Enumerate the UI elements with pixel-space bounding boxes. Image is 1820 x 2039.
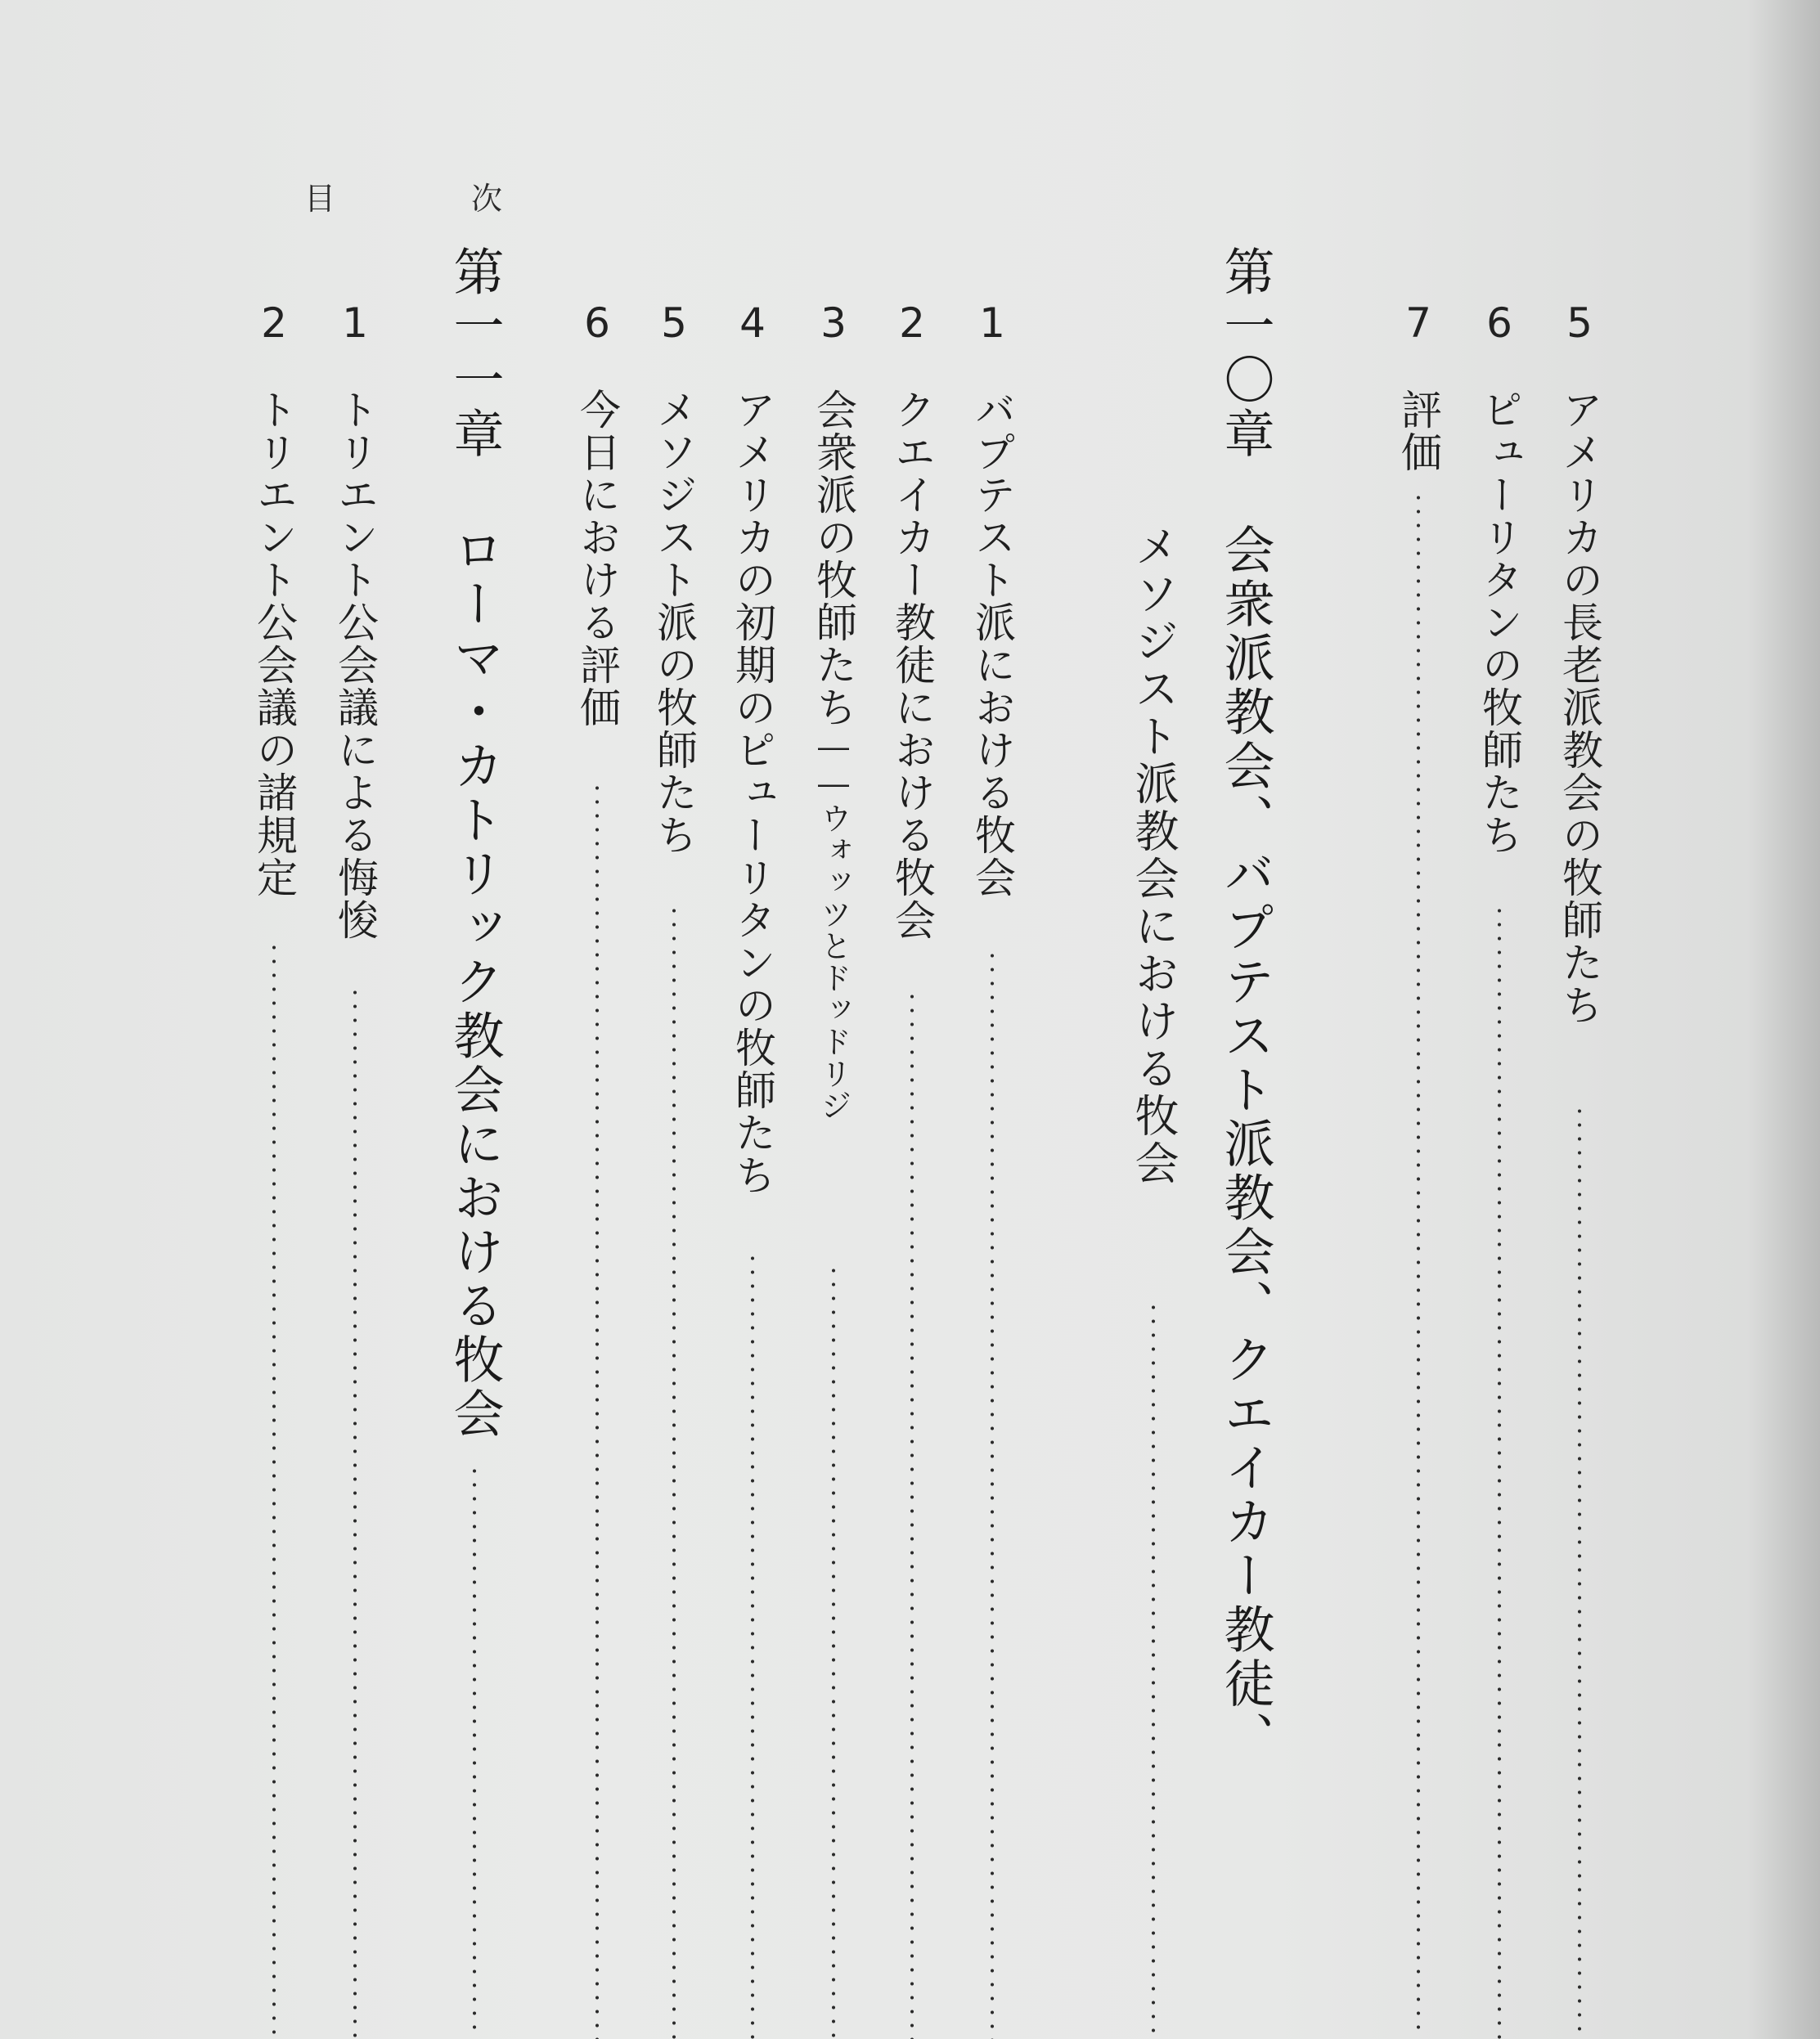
chapter-title: 会衆派教会、バプテスト派教会、クエイカー教徒、	[1216, 523, 1275, 1765]
section-title: メソジスト派の牧師たち	[650, 388, 698, 856]
leader-dots	[473, 1464, 476, 2039]
section-title: ピューリタンの牧師たち	[1476, 388, 1523, 856]
section-number: 4	[739, 299, 766, 347]
leader-dots	[1498, 904, 1501, 2039]
leader-dots	[832, 1264, 835, 2039]
section-title	[810, 388, 857, 1121]
leader-dots	[991, 949, 994, 2039]
section-title: アメリカの長老派教会の牧師たち	[1556, 388, 1603, 1026]
chapter-label: 第一〇章	[1216, 245, 1275, 461]
chapter-label: 第一一章	[445, 245, 505, 461]
section-title: トリエント公会議による悔悛	[331, 388, 379, 941]
section-title: トリエント公会議の諸規定	[250, 388, 298, 899]
section-number: 2	[899, 299, 925, 347]
section-number: 1	[342, 299, 368, 347]
section-number: 5	[1566, 299, 1593, 347]
chapter-title-line2: メソジスト派教会における牧会	[1128, 523, 1180, 1188]
leader-dots	[1417, 491, 1420, 2039]
leader-dots	[1578, 1104, 1581, 2039]
section-title: 評価	[1395, 388, 1442, 474]
leader-dots	[272, 941, 276, 2039]
section-title: 今日における評価	[573, 388, 621, 729]
section-main-title: 会衆派の牧師たち	[810, 388, 857, 729]
section-title: クエイカー教徒における牧会	[888, 388, 936, 941]
leader-dots	[751, 1251, 754, 2039]
chapter-title: ローマ・カトリック教会における牧会	[445, 523, 505, 1441]
leader-dots	[595, 781, 599, 2039]
leader-dots	[353, 986, 357, 2039]
section-number: 3	[820, 299, 847, 347]
section-number: 2	[261, 299, 287, 347]
section-number: 5	[661, 299, 687, 347]
section-title: バプテスト派における牧会	[968, 388, 1016, 899]
leader-dots	[1152, 1300, 1155, 2039]
section-number: 6	[1486, 299, 1512, 347]
leader-dots	[910, 990, 914, 2039]
leader-dots	[672, 904, 676, 2039]
page-header: 目 次	[304, 181, 555, 217]
section-title: アメリカの初期のピューリタンの牧師たち	[729, 388, 776, 1197]
section-number: 7	[1405, 299, 1431, 347]
section-subtitle: ――ウォッツとドッドリジ	[816, 729, 852, 1121]
section-number: 6	[584, 299, 610, 347]
section-number: 1	[979, 299, 1005, 347]
